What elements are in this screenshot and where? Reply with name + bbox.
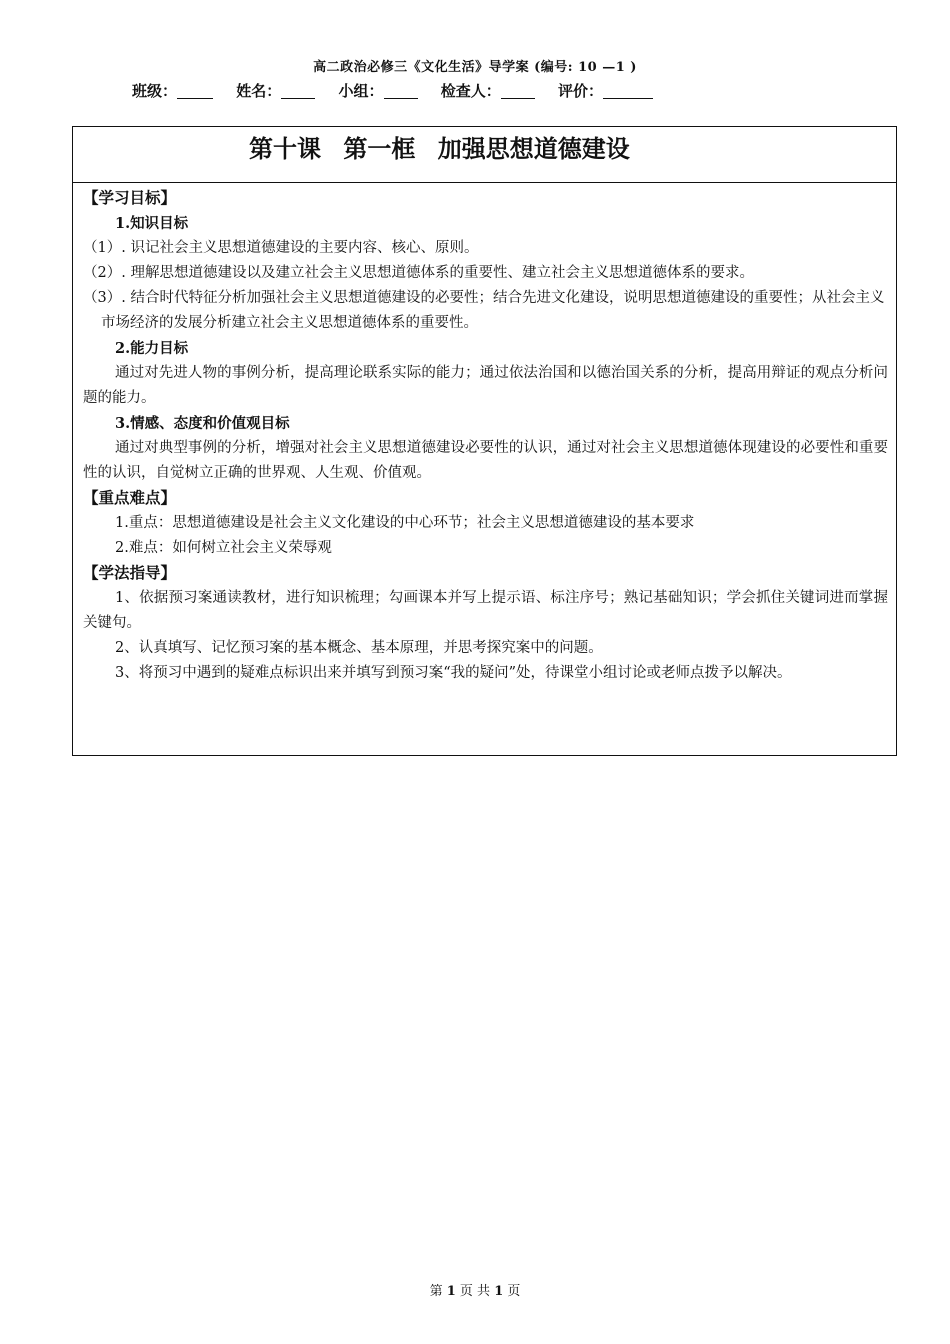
- name-label: 姓名：: [236, 82, 282, 100]
- student-info-row: [132, 80, 671, 101]
- method-item: 3、将预习中遇到的疑难点标识出来并填写到预习案“我的疑问”处，待课堂小组讨论或老师点拨予以解决。: [115, 665, 792, 681]
- knowledge-goal-title: 1.知识目标: [115, 215, 189, 232]
- class-blank: [177, 82, 213, 99]
- ability-goal-title: 2.能力目标: [115, 340, 189, 357]
- class-label: 班级：: [132, 82, 178, 100]
- rating-blank: [603, 82, 653, 99]
- key-point-text: 1.重点：思想道德建设是社会主义文化建设的中心环节；社会主义思想道德建设的基本要求: [115, 515, 695, 531]
- method-heading: 【学法指导】: [83, 564, 177, 582]
- difficulty-text: 2.难点：如何树立社会主义荣辱观: [115, 540, 332, 556]
- lesson-content: [73, 183, 896, 686]
- footer-suffix: 页: [507, 1284, 521, 1299]
- group-blank: [384, 82, 418, 99]
- knowledge-goal-item: （1）. 识记社会主义思想道德建设的主要内容、核心、原则。: [83, 240, 479, 256]
- current-page-number: 1: [446, 1284, 456, 1299]
- key-points-heading: 【重点难点】: [83, 489, 177, 507]
- ability-goal-text: 通过对先进人物的事例分析，提高理论联系实际的能力；通过依法治国和以德治国关系的分析，提高用辩证的观点分析问题的能力。: [83, 365, 888, 406]
- lesson-title: 第十课 第一框 加强思想道德建设: [73, 127, 896, 183]
- rating-field: [558, 80, 653, 101]
- checker-field: [441, 80, 535, 101]
- method-item: 1、依据预习案通读教材，进行知识梳理；勾画课本并写上提示语、标注序号；熟记基础知识；学会抓住关键词进而掌握关键句。: [83, 590, 888, 631]
- class-field: [132, 80, 213, 101]
- page-footer: [0, 1280, 950, 1299]
- knowledge-goal-item: （3）. 结合时代特征分析加强社会主义思想道德建设的必要性；结合先进文化建设，说明思想道德建设的重要性；从社会主义市场经济的发展分析建立社会主义思想道德体系的重要性。: [83, 290, 885, 331]
- rating-label: 评价：: [558, 82, 604, 100]
- group-label: 小组：: [338, 82, 384, 100]
- emotion-goal-title: 3.情感、态度和价值观目标: [115, 415, 290, 432]
- emotion-goal-text: 通过对典型事例的分析，增强对社会主义思想道德建设必要性的认识，通过对社会主义思想道德体现建设的必要性和重要性的认识，自觉树立正确的世界观、人生观、价值观。: [83, 440, 888, 481]
- name-blank: [281, 82, 315, 99]
- checker-label: 检查人：: [440, 82, 501, 100]
- footer-prefix: 第: [429, 1284, 443, 1299]
- total-pages-number: 1: [494, 1284, 504, 1299]
- group-field: [339, 80, 418, 101]
- goals-heading: 【学习目标】: [83, 189, 177, 207]
- knowledge-goal-item: （2）. 理解思想道德建设以及建立社会主义思想道德体系的重要性、建立社会主义思想道德体系的要求。: [83, 265, 754, 281]
- checker-blank: [501, 82, 535, 99]
- document-header-title: 高二政治必修三《文化生活》导学案 (编号: 10 —1 ): [313, 60, 637, 75]
- method-item: 2、认真填写、记忆预习案的基本概念、基本原理，并思考探究案中的问题。: [115, 640, 603, 656]
- name-field: [236, 80, 315, 101]
- footer-middle: 页 共: [459, 1284, 491, 1299]
- lesson-frame: [72, 126, 897, 756]
